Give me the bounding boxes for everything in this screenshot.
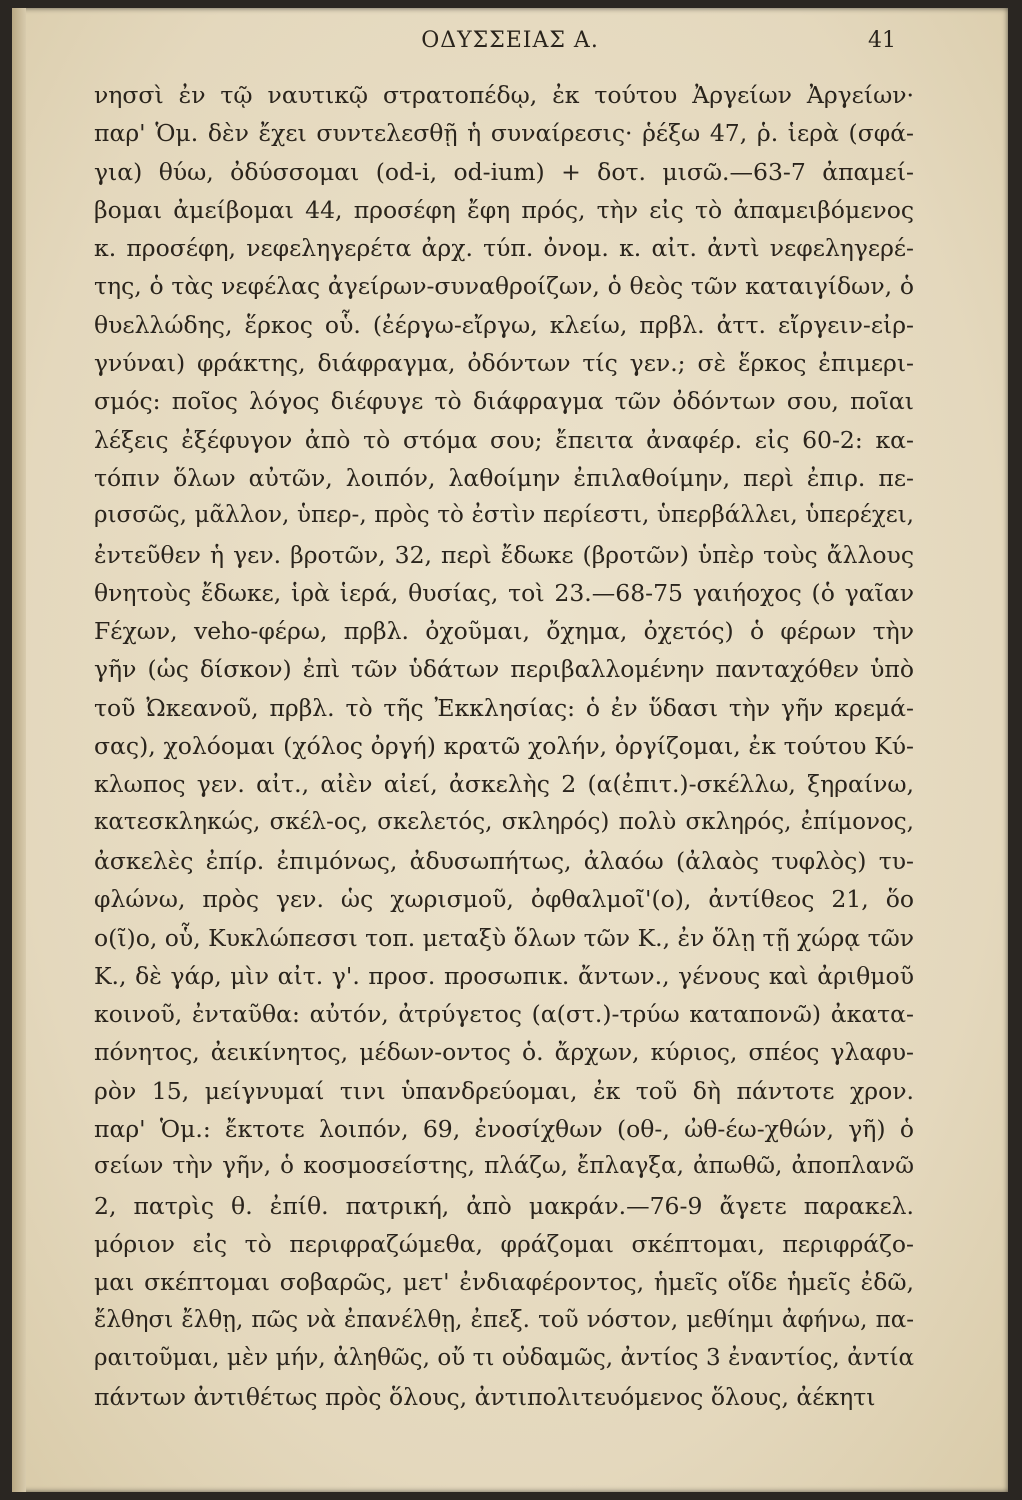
text-line: σείων τὴν γῆν, ὁ κοσμοσείστης, πλάζω, ἔπλαγξα, ἀπωθῶ, ἀποπλανῶ (94, 1153, 914, 1180)
text-line: παρ' Ὁμ.: ἔκτοτε λοιπόν, 69, ἐνοσίχθων (οθ-, ὠθ-έω-χθών, γῆ) ὁ (94, 1115, 914, 1144)
text-line: κ. προσέφη, νεφεληγερέτα ἀρχ. τύπ. ὀνομ. κ. αἰτ. ἀντὶ νεφεληγερέ- (94, 234, 914, 263)
text-line: λέξεις ἐξέφυγον ἀπὸ τὸ στόμα σου; ἔπειτα ἀναφέρ. εἰς 60-2: κα- (94, 425, 914, 454)
text-line: μαι σκέπτομαι σοβαρῶς, μετ' ἐνδιαφέροντος, ἡμεῖς οἵδε ἡμεῖς ἐδῶ, (94, 1268, 914, 1297)
page-gutter (12, 8, 26, 1492)
text-line: παρ' Ὁμ. δὲν ἔχει συντελεσθῇ ἡ συναίρεσις· ῥέξω 47, ῥ. ἱερὰ (σφά- (94, 119, 914, 148)
text-line: σμός: ποῖος λόγος διέφυγε τὸ διάφραγμα τῶν ὀδόντων σου, ποῖαι (94, 387, 914, 416)
text-line: θυελλώδης, ἕρκος οὗ. (ἐέργω-εἴργω, κλείω, πρβλ. ἀττ. εἴργειν-εἰρ- (94, 310, 914, 339)
running-title: ΟΔΥΣΣΕΙΑΣ Α. (421, 28, 599, 53)
text-line: Ϝέχων, veho-φέρω, πρβλ. ὀχοῦμαι, ὄχημα, ὀχετός) ὁ φέρων τὴν (94, 617, 914, 646)
page-header (12, 26, 1008, 66)
text-line: γῆν (ὡς δίσκον) ἐπὶ τῶν ὑδάτων περιβαλλομένην πανταχόθεν ὑπὸ (94, 655, 914, 684)
text-line: σας), χολόομαι (χόλος ὀργή) κρατῶ χολήν, ὀργίζομαι, ἐκ τούτου Κύ- (94, 732, 914, 761)
commentary-text (94, 76, 914, 1416)
text-line: τοῦ Ὠκεανοῦ, πρβλ. τὸ τῆς Ἐκκλησίας: ὁ ἐν ὕδασι τὴν γῆν κρεμά- (94, 693, 914, 722)
text-line: πάντων ἀντιθέτως πρὸς ὅλους, ἀντιπολιτευόμενος ὅλους, ἀέκητι (94, 1383, 876, 1412)
text-line: της, ὁ τὰς νεφέλας ἀγείρων-συναθροίζων, ὁ θεὸς τῶν καταιγίδων, ὁ (94, 272, 914, 301)
text-line: ἔλθησι ἔλθῃ, πῶς νὰ ἐπανέλθῃ, ἐπεξ. τοῦ νόστον, μεθίημι ἀφήνω, πα- (94, 1306, 914, 1333)
text-line: ο(ῖ)ο, οὗ, Κυκλώπεσσι τοπ. μεταξὺ ὅλων τῶν Κ., ἐν ὅλῃ τῇ χώρᾳ τῶν (94, 923, 915, 952)
text-line: κλωπος γεν. αἰτ., αἰὲν αἰεί, ἀσκελὴς 2 (α(ἐπιτ.)-σκέλλω, ξηραίνω, (94, 770, 914, 799)
text-line: φλώνω, πρὸς γεν. ὡς χωρισμοῦ, ὀφθαλμοῖ'(ο), ἀντίθεος 21, ὅο (94, 885, 914, 914)
book-page (12, 8, 1008, 1492)
text-line: πόνητος, ἀεικίνητος, μέδων-οντος ὁ. ἄρχων, κύριος, σπέος γλαφυ- (94, 1038, 914, 1067)
text-line: ἐντεῦθεν ἡ γεν. βροτῶν, 32, περὶ ἔδωκε (βροτῶν) ὑπὲρ τοὺς ἄλλους (94, 540, 914, 569)
text-line: για) θύω, ὀδύσσομαι (od-i, od-ium) + δοτ. μισῶ.—63-7 ἀπαμεί- (94, 157, 914, 186)
text-line: βομαι ἀμείβομαι 44, προσέφη ἔφη πρός, τὴν εἰς τὸ ἀπαμειβόμενος (94, 195, 914, 224)
text-line: Κ., δὲ γάρ, μὶν αἰτ. γ'. προσ. προσωπικ. ἄντων., γένους καὶ ἀριθμοῦ (94, 961, 914, 990)
text-line: τόπιν ὅλων αὐτῶν, λοιπόν, λαθοίμην ἐπιλαθοίμην, περὶ ἐπιρ. πε- (94, 463, 914, 492)
text-line: ἀσκελὲς ἐπίρ. ἐπιμόνως, ἀδυσωπήτως, ἀλαόω (ἀλαὸς τυφλὸς) τυ- (94, 846, 914, 875)
text-line: κοινοῦ, ἐνταῦθα: αὐτόν, ἀτρύγετος (α(στ.)-τρύω καταπονῶ) ἀκατα- (94, 1000, 914, 1029)
text-line: νησσὶ ἐν τῷ ναυτικῷ στρατοπέδῳ, ἐκ τούτου Ἀργείων Ἀργείων· (94, 81, 914, 109)
text-line: θνητοὺς ἔδωκε, ἱρὰ ἱερά, θυσίας, τοὶ 23.—68-75 γαιήοχος (ὁ γαῖαν (94, 578, 914, 607)
text-line: κατεσκληκώς, σκέλ-ος, σκελετός, σκληρός) πολὺ σκληρός, ἐπίμονος, (94, 808, 914, 835)
text-line: γνύναι) φράκτης, διάφραγμα, ὀδόντων τίς γεν.; σὲ ἕρκος ἐπιμερι- (94, 349, 914, 378)
text-line: ραιτοῦμαι, μὲν μήν, ἀληθῶς, οὔ τι οὐδαμῶς, ἀντίος 3 ἐναντίος, ἀντία (94, 1344, 914, 1371)
text-line: 2, πατρὶς θ. ἐπίθ. πατρική, ἀπὸ μακράν.—76-9 ἄγετε παρακελ. (94, 1191, 914, 1220)
text-line: ρισσῶς, μᾶλλον, ὑπερ-, πρὸς τὸ ἐστὶν περίεστι, ὑπερβάλλει, ὑπερέχει, (94, 502, 914, 529)
text-line: ρὸν 15, μείγνυμαί τινι ὑπανδρεύομαι, ἐκ τοῦ δὴ πάντοτε χρον. (94, 1076, 914, 1105)
text-line: μόριον εἰς τὸ περιφραζώμεθα, φράζομαι σκέπτομαι, περιφράζο- (94, 1229, 914, 1258)
page-number: 41 (868, 28, 896, 53)
